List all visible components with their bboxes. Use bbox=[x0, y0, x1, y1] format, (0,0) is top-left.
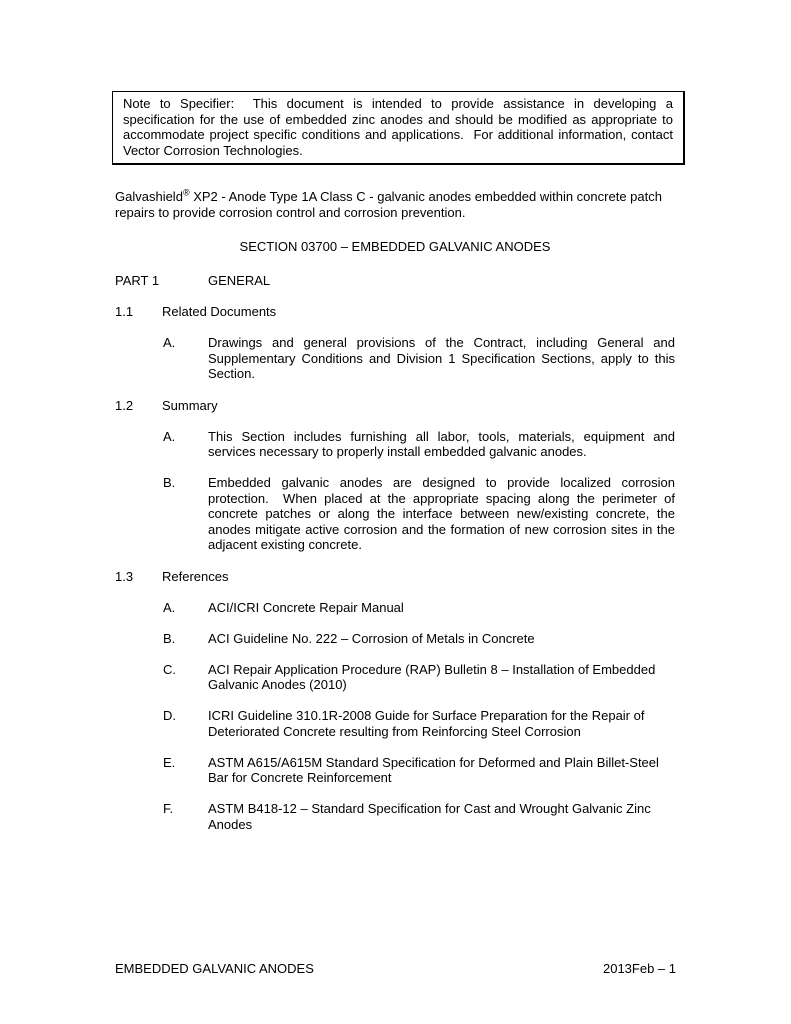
item-letter: E. bbox=[163, 754, 176, 770]
intro-paragraph bbox=[115, 189, 675, 220]
page-footer bbox=[115, 961, 676, 977]
item-text: ACI Repair Application Procedure (RAP) Bulletin 8 – Installation of Embedded Galvanic Anodes (2010) bbox=[208, 661, 656, 692]
item-text: ASTM A615/A615M Standard Specification for Deformed and Plain Billet-Steel Bar for Concrete Reinforcement bbox=[208, 754, 659, 785]
section-title: References bbox=[162, 568, 229, 584]
spec-item-1-3-F bbox=[163, 801, 675, 832]
spec-item-1-2-B bbox=[163, 475, 675, 553]
product-name: Galvashield bbox=[115, 189, 183, 204]
part-title: GENERAL bbox=[208, 272, 271, 288]
item-letter: A. bbox=[163, 599, 176, 615]
item-letter: D. bbox=[163, 708, 176, 723]
spec-item-1-2-A bbox=[163, 429, 675, 460]
item-text: ACI Guideline No. 222 – Corrosion of Metals in Concrete bbox=[208, 630, 535, 646]
section-number: 1.1 bbox=[115, 304, 134, 319]
section-title-row-1-1 bbox=[115, 304, 675, 320]
part-number: PART 1 bbox=[115, 272, 160, 288]
item-letter: B. bbox=[163, 630, 176, 646]
spec-item-1-1-A bbox=[163, 335, 675, 382]
item-letter: A. bbox=[163, 335, 176, 350]
section-heading: SECTION 03700 – EMBEDDED GALVANIC ANODES bbox=[239, 239, 551, 254]
item-letter: A. bbox=[163, 428, 176, 444]
item-text: This Section includes furnishing all labor, tools, materials, equipment and services necessary to properly install embedded galvanic anodes. bbox=[208, 428, 675, 459]
section-title: Summary bbox=[162, 397, 218, 413]
section-title-row-1-2 bbox=[115, 398, 675, 414]
intro-text: XP2 - Anode Type 1A Class C - galvanic anodes embedded within concrete patch repairs to provide corrosion control and corrosion prevention. bbox=[115, 189, 662, 220]
section-title: Related Documents bbox=[162, 304, 277, 319]
registered-mark-symbol: ® bbox=[182, 187, 190, 198]
footer-document-title: EMBEDDED GALVANIC ANODES bbox=[115, 961, 314, 976]
item-text: ASTM B418-12 – Standard Specification for Cast and Wrought Galvanic Zinc Anodes bbox=[208, 801, 651, 832]
footer-page-number: 2013Feb – 1 bbox=[602, 961, 676, 976]
section-number: 1.2 bbox=[115, 397, 134, 413]
spec-item-1-3-C bbox=[163, 662, 675, 693]
item-letter: B. bbox=[163, 475, 176, 490]
section-number: 1.3 bbox=[115, 568, 134, 584]
part-heading-row bbox=[115, 273, 675, 289]
note-text: Note to Specifier: This document is intended to provide assistance in developing a specification for the use of embedded zinc anodes and should be modified as appropriate to accommodate project specific conditions and applications. For additional information, contact Vector Corrosion Technologies. bbox=[123, 96, 673, 158]
note-box bbox=[112, 91, 685, 165]
spec-item-1-3-A bbox=[163, 600, 675, 616]
item-text: Embedded galvanic anodes are designed to provide localized corrosion protection. When placed at the appropriate spacing along the perimeter of concrete patches or along the interface between new/existing concrete, the anodes mitigate active corrosion and the formation of new corrosion sites in the adjacent existing concrete. bbox=[208, 475, 675, 552]
item-text: ICRI Guideline 310.1R-2008 Guide for Surface Preparation for the Repair of Deteriorated Concrete resulting from Reinforcing Steel Corrosion bbox=[208, 708, 645, 739]
item-text: ACI/ICRI Concrete Repair Manual bbox=[208, 599, 404, 615]
section-title-row-1-3 bbox=[115, 569, 675, 585]
spec-item-1-3-B bbox=[163, 631, 675, 647]
spec-item-1-3-D bbox=[163, 708, 675, 739]
item-letter: F. bbox=[163, 801, 174, 816]
item-letter: C. bbox=[163, 661, 176, 677]
item-text: Drawings and general provisions of the Contract, including General and Supplementary Conditions and Division 1 Specification Sections, apply to this Section. bbox=[208, 335, 675, 381]
spec-item-1-3-E bbox=[163, 755, 675, 786]
